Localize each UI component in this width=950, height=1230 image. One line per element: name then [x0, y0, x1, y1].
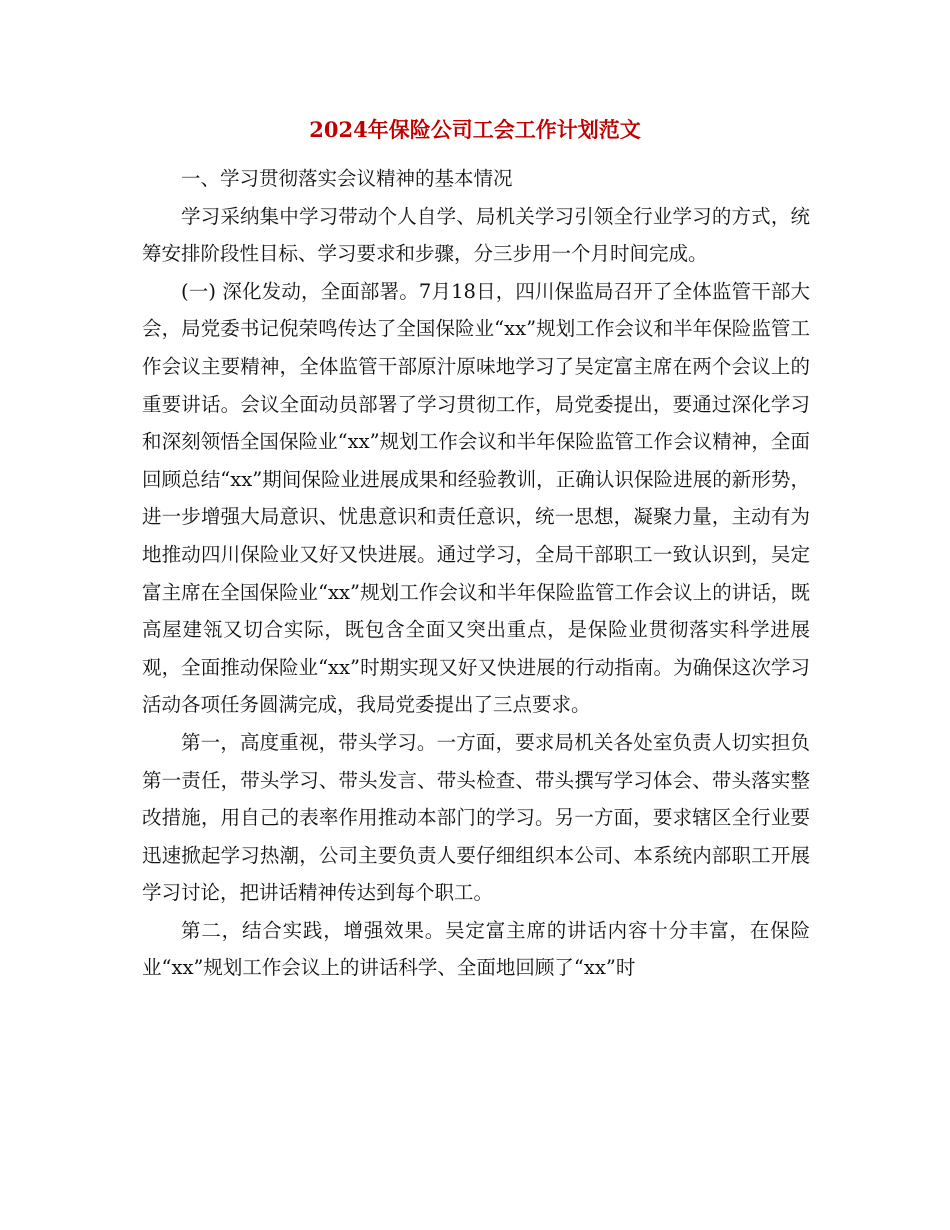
- body-paragraph: 第二，结合实践，增强效果。吴定富主席的讲话内容十分丰富，在保险业“xx”规划工作会议上的讲话科学、全面地回顾了“xx”时: [142, 918, 810, 980]
- document-title: 2024年保险公司工会工作计划范文: [309, 117, 641, 142]
- section-heading: 一、学习贯彻落实会议精神的基本情况: [181, 167, 513, 190]
- document-body: [142, 160, 810, 987]
- body-paragraph: 学习采纳集中学习带动个人自学、局机关学习引领全行业学习的方式，统筹安排阶段性目标、学习要求和步骤，分三步用一个月时间完成。: [142, 204, 810, 266]
- body-paragraph: 第一，高度重视，带头学习。一方面，要求局机关各处室负责人切实担负第一责任，带头学习、带头发言、带头检查、带头撰写学习体会、带头落实整改措施，用自己的表率作用推动本部门的学习。另一方面，要求辖区全行业要迅速掀起学习热潮，公司主要负责人要仔细组织本公司、本系统内部职工开展学习讨论，把讲话精神传达到每个职工。: [142, 730, 810, 905]
- body-paragraph: (一) 深化发动，全面部署。7月18日，四川保监局召开了全体监管干部大会，局党委书记倪荣鸣传达了全国保险业“xx”规划工作会议和半年保险监管工作会议主要精神，全体监管干部原汁原味地学习了吴定富主席在两个会议上的重要讲话。会议全面动员部署了学习贯彻工作，局党委提出，要通过深化学习和深刻领悟全国保险业“xx”规划工作会议和半年保险监管工作会议精神，全面回顾总结“xx”期间保险业进展成果和经验教训，正确认识保险进展的新形势，进一步增强大局意识、忧患意识和责任意识，统一思想，凝聚力量，主动有为地推动四川保险业又好又快进展。通过学习，全局干部职工一致认识到，吴定富主席在全国保险业“xx”规划工作会议和半年保险监管工作会议上的讲话，既高屋建瓴又切合实际，既包含全面又突出重点，是保险业贯彻落实科学进展观，全面推动保险业“xx”时期实现又好又快进展的行动指南。为确保这次学习活动各项任务圆满完成，我局党委提出了三点要求。: [142, 279, 810, 717]
